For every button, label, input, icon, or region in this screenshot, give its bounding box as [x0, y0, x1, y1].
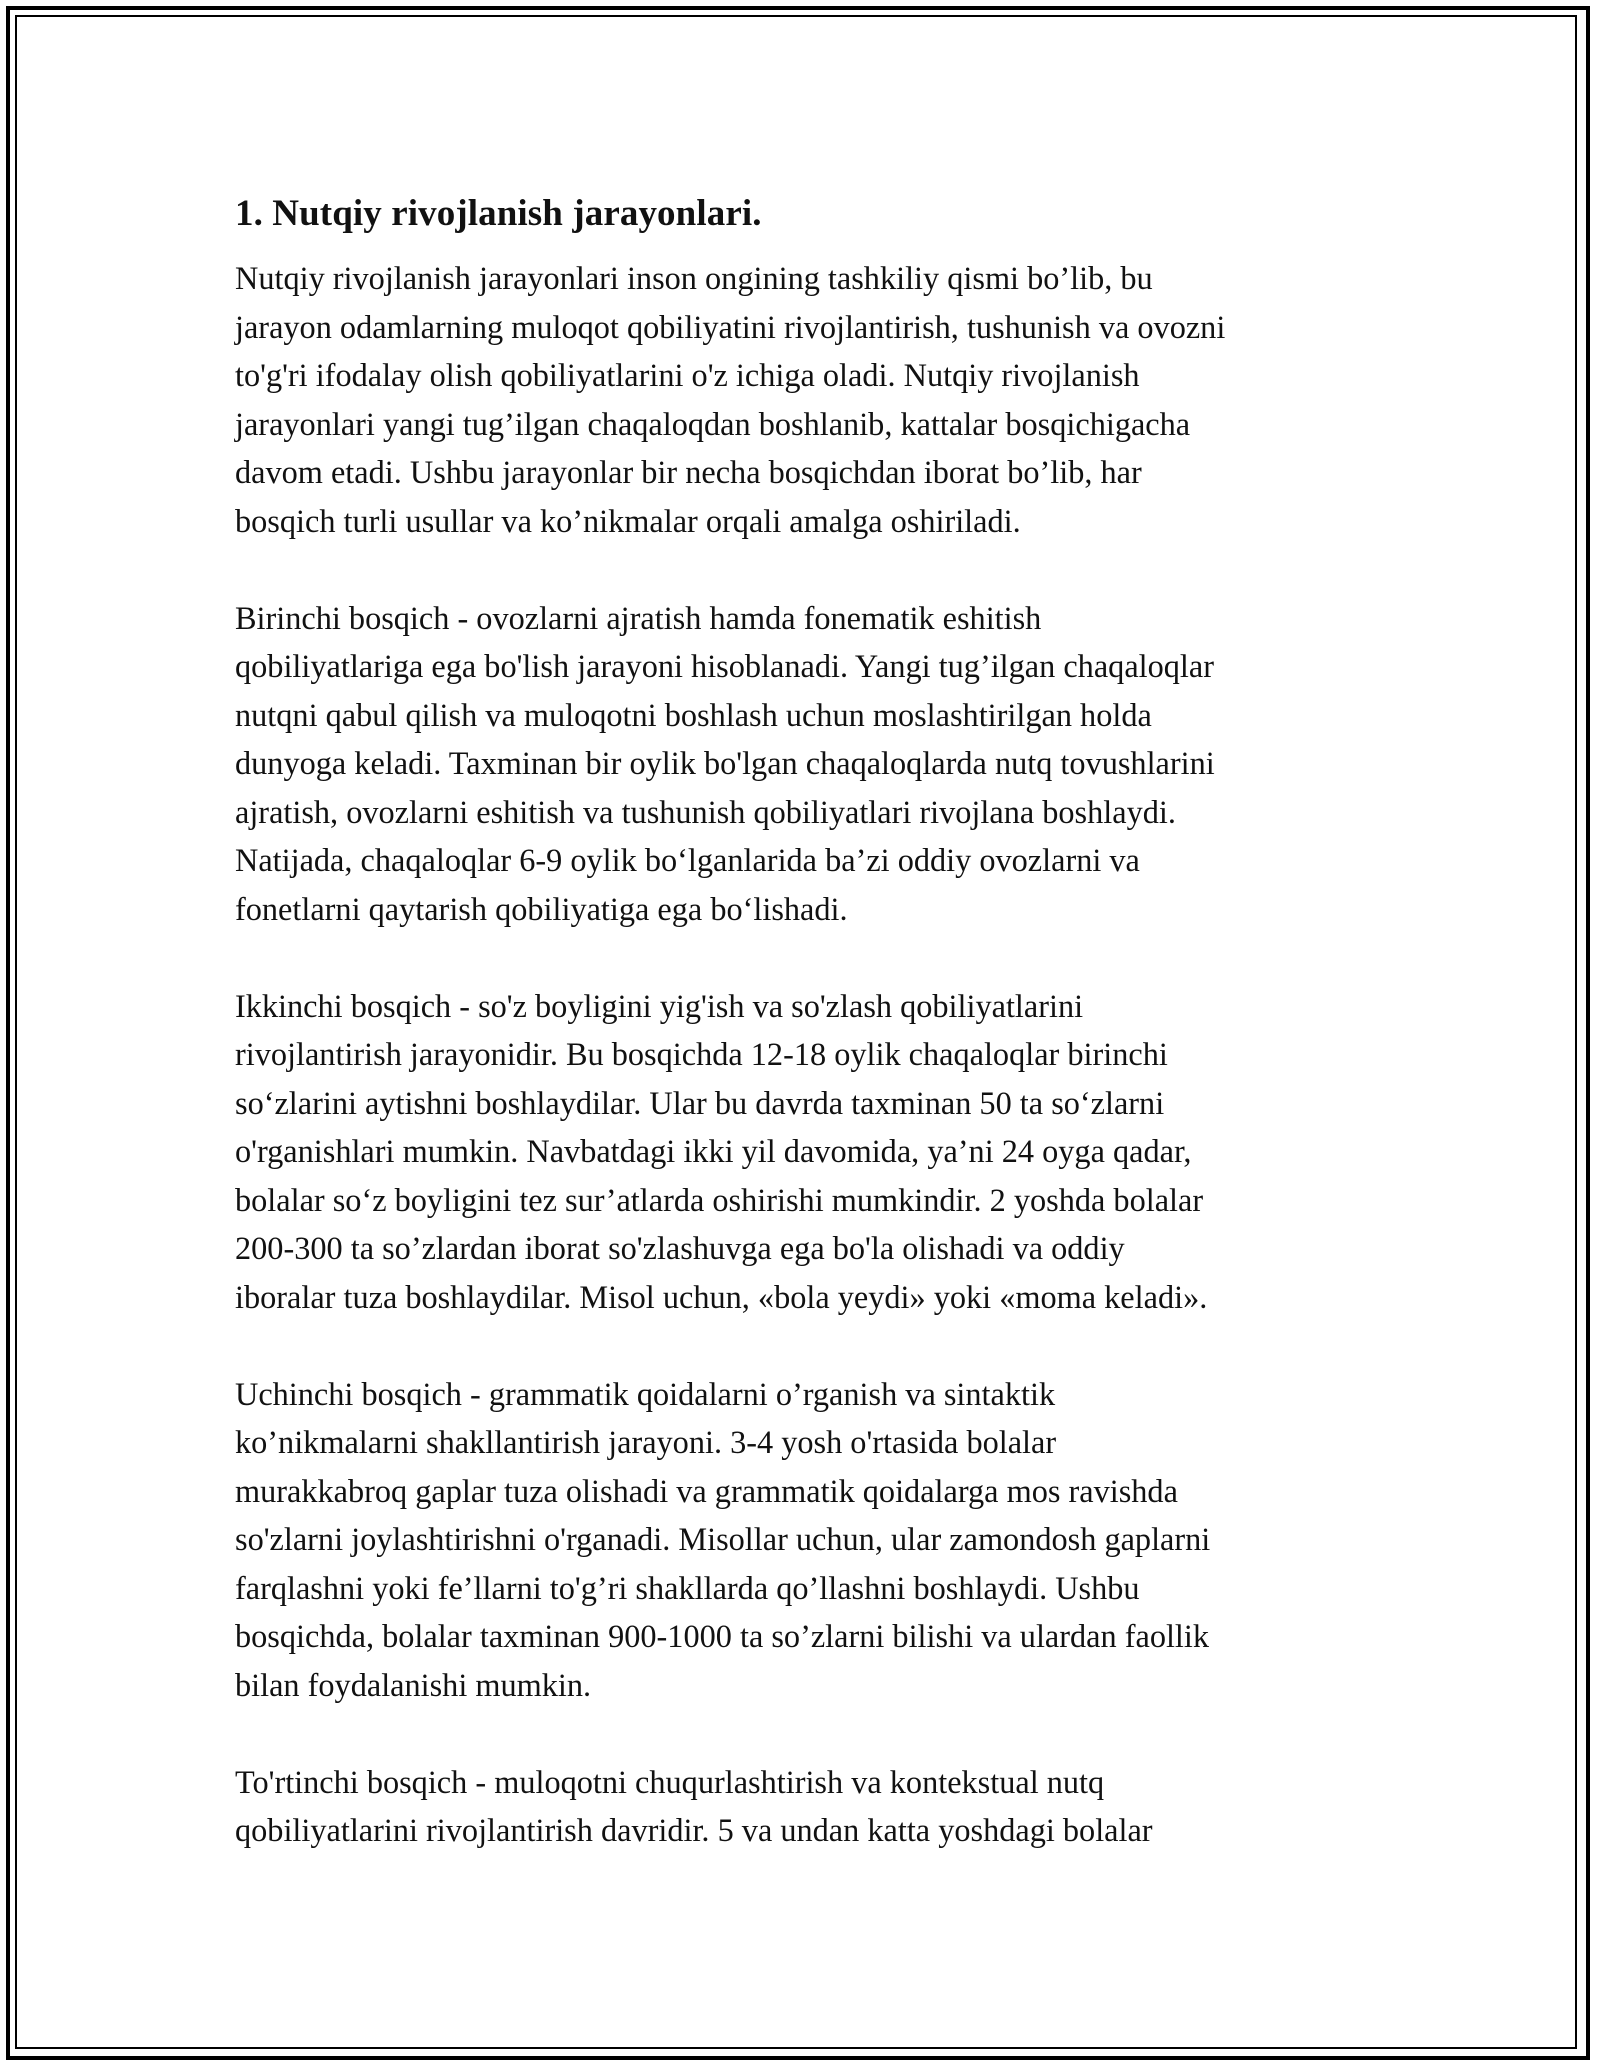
paragraph-line: rivojlantirish jarayonidir. Bu bosqichda 12-18 oylik chaqaloqlar birinchi: [235, 1036, 1168, 1072]
section-heading: 1. Nutqiy rivojlanish jarayonlari.: [235, 193, 762, 234]
paragraph-line: davom etadi. Ushbu jarayonlar bir necha bosqichdan iborat bo’lib, har: [235, 454, 1142, 490]
paragraph-line: bilan foydalanishi mumkin.: [235, 1666, 592, 1703]
paragraph-line: jarayonlari yangi tug’ilgan chaqaloqdan boshlanib, kattalar bosqichigacha: [235, 405, 1191, 442]
paragraph-line: Nutqiy rivojlanish jarayonlari inson ongining tashkiliy qismi bo’lib, bu: [235, 260, 1153, 296]
paragraph-line: Uchinchi bosqich - grammatik qoidalarni o’rganish va sintaktik: [235, 1375, 1056, 1412]
paragraph-line: nutqni qabul qilish va muloqotni boshlash uchun moslashtirilgan holda: [235, 696, 1152, 733]
paragraph-line: iboralar tuza boshlaydilar. Misol uchun, «bola yeydi» yoki «moma keladi».: [235, 1278, 1208, 1315]
paragraph-line: Birinchi bosqich - ovozlarni ajratish hamda fonematik eshitish: [235, 599, 1042, 636]
paragraph-line: Natijada, chaqaloqlar 6-9 oylik bo‘lganlarida ba’zi oddiy ovozlarni va: [235, 842, 1140, 878]
paragraph-line: jarayon odamlarning muloqot qobiliyatini rivojlantirish, tushunish va ovozni: [235, 308, 1226, 345]
paragraph: [235, 1370, 1365, 1710]
paragraph-line: bosqich turli usullar va ko’nikmalar orqali amalga oshiriladi.: [235, 502, 1021, 539]
paragraph-line: so‘zlarini aytishni boshlaydilar. Ular bu davrda taxminan 50 ta so‘zlarni: [235, 1084, 1165, 1121]
paragraph-line: to'g'ri ifodalay olish qobiliyatlarini o'z ichiga oladi. Nutqiy rivojlanish: [235, 357, 1140, 393]
paragraph: [235, 594, 1365, 934]
paragraph-line: dunyoga keladi. Taxminan bir oylik bo'lgan chaqaloqlarda nutq tovushlarini: [235, 745, 1215, 781]
paragraph-line: qobiliyatlariga ega bo'lish jarayoni hisoblanadi. Yangi tug’ilgan chaqaloqlar: [235, 648, 1214, 684]
paragraph: [235, 1758, 1365, 1855]
paragraph-line: bosqichda, bolalar taxminan 900-1000 ta so’zlarni bilishi va ulardan faollik: [235, 1618, 1210, 1654]
paragraph-line: murakkabroq gaplar tuza olishadi va grammatik qoidalarga mos ravishda: [235, 1472, 1178, 1509]
paragraph-line: farqlashni yoki fe’llarni to'g’ri shakllarda qo’llashni boshlaydi. Ushbu: [235, 1569, 1140, 1606]
paragraph-line: Ikkinchi bosqich - so'z boyligini yig'ish va so'zlash qobiliyatlarini: [235, 987, 1084, 1024]
paragraph: [235, 982, 1365, 1322]
paragraph-line: ko’nikmalarni shakllantirish jarayoni. 3-4 yosh o'rtasida bolalar: [235, 1424, 1057, 1460]
paragraph-line: To'rtinchi bosqich - muloqotni chuqurlashtirish va kontekstual nutq: [235, 1763, 1105, 1800]
paragraph-line: qobiliyatlarini rivojlantirish davridir. 5 va undan katta yoshdagi bolalar: [235, 1812, 1153, 1848]
paragraph-line: o'rganishlari mumkin. Navbatdagi ikki yil davomida, ya’ni 24 oyga qadar,: [235, 1133, 1192, 1169]
paragraph: [235, 254, 1365, 545]
paragraph-line: so'zlarni joylashtirishni o'rganadi. Misollar uchun, ular zamondosh gaplarni: [235, 1521, 1211, 1557]
paragraph-line: fonetlarni qaytarish qobiliyatiga ega bo‘lishadi.: [235, 890, 848, 927]
paragraph-list: [235, 254, 1365, 1855]
paragraph-line: 200-300 ta so’zlardan iborat so'zlashuvga ega bo'la olishadi va oddiy: [235, 1230, 1125, 1266]
paragraph-line: ajratish, ovozlarni eshitish va tushunish qobiliyatlari rivojlana boshlaydi.: [235, 793, 1176, 830]
paragraph-line: bolalar so‘z boyligini tez sur’atlarda oshirishi mumkindir. 2 yoshda bolalar: [235, 1181, 1204, 1218]
document-body: [235, 186, 1365, 1903]
